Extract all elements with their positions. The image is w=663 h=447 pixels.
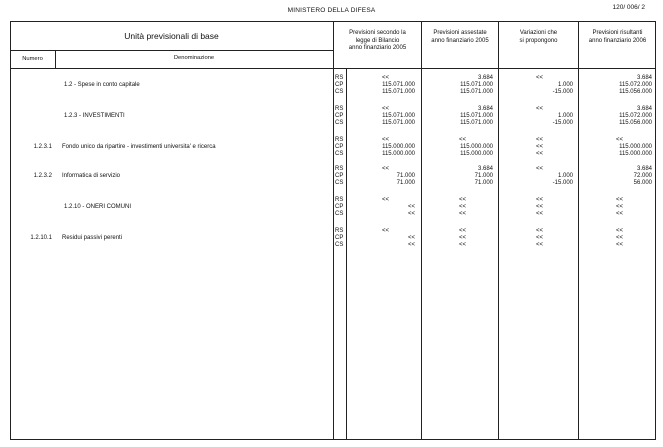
row-value-col2: 3.684: [477, 166, 493, 172]
row-type: CS: [335, 180, 344, 186]
row-value-col4: <<: [615, 242, 623, 248]
row-value-col4: 115.056.000: [619, 89, 652, 95]
row-value-col2: <<: [458, 228, 466, 234]
row-value-col4: <<: [615, 211, 623, 217]
row-value-col4: 56.000: [633, 180, 652, 186]
row-value-col1: <<: [407, 235, 415, 241]
row-value-col4: <<: [615, 137, 623, 143]
row-value-col1: 115.071.000: [382, 89, 415, 95]
row-value-col3: <<: [535, 137, 543, 143]
row-denominazione: 1.2 - Spese in conto capitale: [64, 82, 140, 88]
unita-heading: Unità previsionali di base: [124, 31, 219, 41]
row-value-col2: 71.000: [474, 173, 493, 179]
row-value-col2: <<: [458, 242, 466, 248]
row-value-col3: <<: [535, 151, 543, 157]
row-value-col3: <<: [535, 144, 543, 150]
row-value-col2: <<: [458, 197, 466, 203]
row-value-col2: 3.684: [477, 106, 493, 112]
row-value-col3: <<: [535, 242, 543, 248]
row-value-col1: <<: [381, 228, 389, 234]
row-denominazione: Residui passivi perenti: [62, 235, 123, 241]
ministry-title: MINISTERO DELLA DIFESA: [287, 7, 376, 14]
row-value-col2: <<: [458, 211, 466, 217]
col4-heading: Previsioni risultanti anno finanziario 2006: [588, 30, 647, 44]
row-type: CP: [335, 173, 344, 179]
row-value-col2: 115.071.000: [460, 82, 493, 88]
col2-heading: Previsioni assestate anno finanziario 2005: [431, 30, 489, 44]
row-value-col1: 71.000: [396, 173, 415, 179]
row-numero: 1.2.3.1: [33, 144, 52, 150]
row-numero: 1.2.3.2: [33, 173, 52, 179]
row-value-col3: 1.000: [557, 113, 573, 119]
row-value-col3: <<: [535, 235, 543, 241]
row-denominazione: 1.2.3 - INVESTIMENTI: [64, 113, 125, 119]
row-value-col1: <<: [407, 211, 415, 217]
row-value-col2: 3.684: [477, 75, 493, 81]
row-value-col1: 115.000.000: [382, 151, 415, 157]
row-value-col3: 1.000: [557, 173, 573, 179]
row-type: CP: [335, 113, 344, 119]
row-type: CP: [335, 144, 344, 150]
row-type: RS: [335, 228, 344, 234]
row-value-col2: 115.071.000: [460, 120, 493, 126]
row-value-col1: <<: [381, 197, 389, 203]
row-value-col2: 115.071.000: [460, 89, 493, 95]
row-type: CS: [335, 151, 344, 157]
row-value-col4: 3.684: [636, 106, 652, 112]
row-value-col4: 115.000.000: [619, 144, 652, 150]
denominazione-heading: Denominazione: [173, 55, 215, 61]
page-number: 120/ 006/ 2: [612, 4, 645, 11]
row-type: CS: [335, 89, 344, 95]
row-type: RS: [335, 197, 344, 203]
row-value-col3: <<: [535, 204, 543, 210]
row-value-col1: 115.071.000: [382, 120, 415, 126]
row-value-col3: <<: [535, 166, 543, 172]
row-value-col4: <<: [615, 197, 623, 203]
row-denominazione: 1.2.10 - ONERI COMUNI: [64, 204, 132, 210]
row-type: CP: [335, 82, 344, 88]
row-value-col4: 3.684: [636, 166, 652, 172]
row-denominazione: Informatica di servizio: [62, 173, 121, 179]
row-value-col4: <<: [615, 228, 623, 234]
row-numero: 1.2.10.1: [30, 235, 52, 241]
row-value-col1: 115.000.000: [382, 144, 415, 150]
row-type: RS: [335, 137, 344, 143]
numero-heading: Numero: [22, 56, 43, 62]
row-type: CS: [335, 242, 344, 248]
row-value-col3: -15.000: [552, 120, 573, 126]
row-type: RS: [335, 75, 344, 81]
row-value-col3: <<: [535, 106, 543, 112]
row-value-col1: <<: [407, 204, 415, 210]
denominazione-divider: [333, 21, 334, 440]
row-denominazione: Fondo unico da ripartire - investimenti universita' e ricerca: [62, 144, 216, 150]
row-value-col4: 3.684: [636, 75, 652, 81]
row-type: RS: [335, 106, 344, 112]
row-value-col4: <<: [615, 235, 623, 241]
row-type: CP: [335, 235, 344, 241]
col3-heading: Variazioni che si propongono: [519, 30, 558, 44]
row-value-col2: <<: [458, 204, 466, 210]
row-value-col1: <<: [381, 106, 389, 112]
row-value-col2: <<: [458, 137, 466, 143]
row-type: RS: [335, 166, 344, 172]
row-type: CP: [335, 204, 344, 210]
row-value-col4: 115.072.000: [619, 82, 652, 88]
row-value-col3: -15.000: [552, 180, 573, 186]
row-value-col4: 115.072.000: [619, 113, 652, 119]
row-value-col3: <<: [535, 228, 543, 234]
row-value-col4: 115.056.000: [619, 120, 652, 126]
row-value-col3: <<: [535, 211, 543, 217]
row-value-col3: <<: [535, 75, 543, 81]
col1-heading: Previsioni secondo la legge di Bilancio anno finanziario 2005: [348, 30, 407, 51]
row-value-col1: 115.071.000: [382, 113, 415, 119]
row-type: CS: [335, 211, 344, 217]
row-value-col4: <<: [615, 204, 623, 210]
row-value-col2: 115.000.000: [460, 151, 493, 157]
row-value-col2: <<: [458, 235, 466, 241]
header-sub-divider: [10, 50, 333, 51]
row-value-col3: <<: [535, 197, 543, 203]
row-value-col1: <<: [381, 75, 389, 81]
row-value-col1: <<: [381, 137, 389, 143]
row-value-col3: -15.000: [552, 89, 573, 95]
row-value-col4: 72.000: [633, 173, 652, 179]
row-value-col2: 115.000.000: [460, 144, 493, 150]
row-value-col2: 71.000: [474, 180, 493, 186]
row-value-col1: <<: [407, 242, 415, 248]
row-value-col1: 115.071.000: [382, 82, 415, 88]
row-value-col4: 115.000.000: [619, 151, 652, 157]
row-value-col2: 115.071.000: [460, 113, 493, 119]
row-value-col1: 71.000: [396, 180, 415, 186]
row-type: CS: [335, 120, 344, 126]
row-value-col1: <<: [381, 166, 389, 172]
row-value-col3: 1.000: [557, 82, 573, 88]
